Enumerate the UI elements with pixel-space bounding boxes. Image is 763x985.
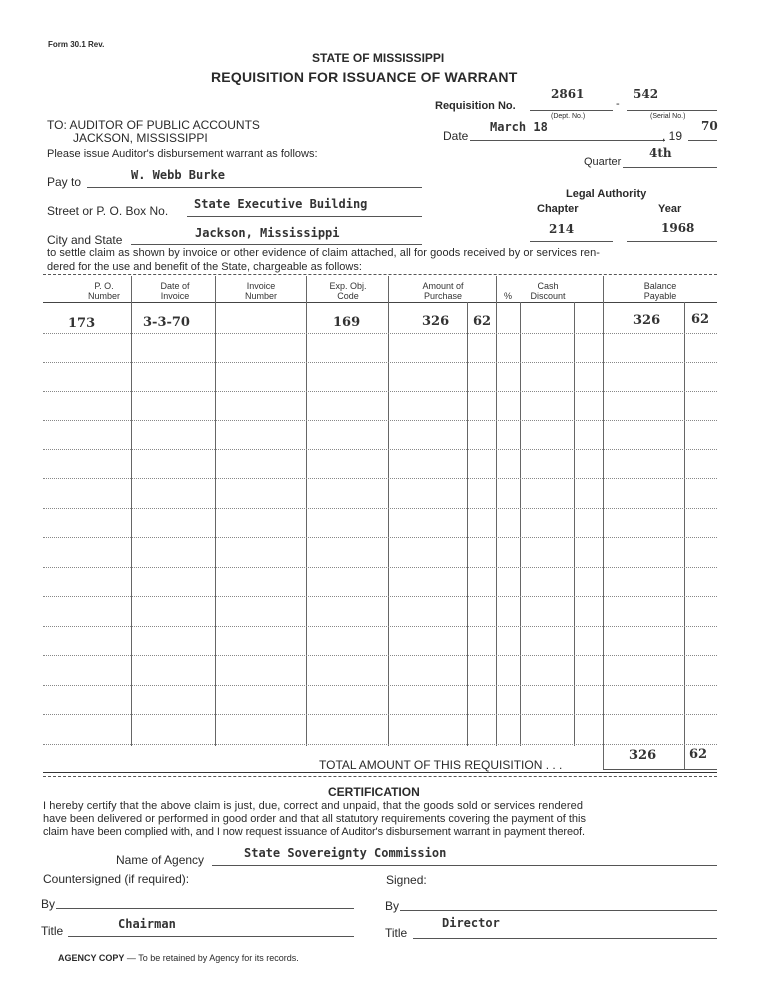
- settle-text-1: to settle claim as shown by invoice or other evidence of claim attached, all for goods received by or services ren-: [47, 247, 600, 259]
- row1-po: 173: [68, 316, 96, 331]
- agency-value: State Sovereignty Commission: [244, 846, 447, 860]
- right-by-line: [400, 910, 717, 911]
- table-row-line: [43, 744, 717, 745]
- dept-no-line: [530, 110, 613, 111]
- row1-amount-cents: 62: [473, 314, 492, 329]
- date-year-prefix: , 19: [662, 129, 683, 143]
- table-row-line: [43, 362, 717, 363]
- pay-to-value: W. Webb Burke: [131, 168, 225, 182]
- quarter-value: 4th: [649, 146, 672, 160]
- date-year-line: [688, 140, 717, 141]
- city-line: [131, 244, 422, 245]
- total-label: TOTAL AMOUNT OF THIS REQUISITION . . .: [319, 758, 563, 772]
- chapter-label: Chapter: [537, 203, 579, 215]
- col-divider: [131, 276, 132, 746]
- date-label: Date: [443, 129, 469, 143]
- city-label: City and State: [47, 233, 123, 247]
- pay-to-label: Pay to: [47, 175, 82, 189]
- table-row-line: [43, 478, 717, 479]
- instruction-text: Please issue Auditor's disbursement warrant as follows:: [47, 148, 318, 160]
- right-title-line: [413, 938, 717, 939]
- header-exp-line1: Exp. Obj.: [329, 281, 367, 291]
- header-balance-line1: Balance: [643, 281, 677, 291]
- header-invoice-line1: Invoice: [246, 281, 276, 291]
- header-amount-line1: Amount of: [422, 281, 464, 291]
- header-balance-line2: Payable: [643, 291, 677, 301]
- state-heading: STATE OF MISSISSIPPI: [312, 51, 445, 65]
- certification-heading: CERTIFICATION: [328, 785, 420, 799]
- to-line-1: TO: AUDITOR OF PUBLIC ACCOUNTS: [47, 118, 260, 132]
- header-po-line1: P. O.: [94, 281, 114, 291]
- left-by-line: [56, 908, 354, 909]
- header-date-line2: Invoice: [160, 291, 190, 301]
- col-divider: [467, 302, 468, 746]
- footer-note: [58, 953, 299, 963]
- total-divider: [603, 746, 604, 770]
- header-po: [74, 281, 134, 301]
- footer-agency-copy: AGENCY COPY: [58, 953, 125, 963]
- left-title-line: [68, 936, 354, 937]
- header-cash-line1: Cash: [537, 281, 559, 291]
- table-row-line: [43, 508, 717, 509]
- total-underline: [603, 769, 717, 770]
- table-row-line: [43, 333, 717, 334]
- header-cash: [518, 281, 578, 301]
- row1-date: 3-3-70: [143, 315, 190, 330]
- header-date: [140, 281, 210, 301]
- header-pct: %: [503, 291, 512, 301]
- certification-line-3: claim have been complied with, and I now request issuance of Auditor's disbursement warrant in payment thereof.: [43, 826, 585, 838]
- city-value: Jackson, Mississippi: [195, 226, 340, 240]
- total-dollars: 326: [629, 748, 657, 763]
- table-row-line: [43, 655, 717, 656]
- header-exp: [315, 281, 381, 301]
- header-balance: [625, 281, 695, 301]
- year-line: [627, 241, 717, 242]
- date-year-value: 70: [701, 119, 718, 133]
- form-title: REQUISITION FOR ISSUANCE OF WARRANT: [211, 69, 518, 85]
- table-row-line: [43, 537, 717, 538]
- total-divider: [684, 746, 685, 770]
- settle-text-2: dered for the use and benefit of the State, chargeable as follows:: [47, 261, 362, 273]
- left-title-value: Chairman: [118, 917, 176, 931]
- certification-line-2: have been delivered or performed in good order and that all statutory requirements covering the payment of this: [43, 813, 586, 825]
- street-label: Street or P. O. Box No.: [47, 204, 169, 218]
- year-label: Year: [658, 203, 682, 215]
- chapter-line: [530, 241, 613, 242]
- header-invoice-line2: Number: [244, 291, 277, 301]
- agency-label: Name of Agency: [116, 853, 205, 867]
- quarter-label: Quarter: [584, 156, 622, 168]
- col-divider: [306, 276, 307, 746]
- footer-note-text: — To be retained by Agency for its records.: [124, 953, 299, 963]
- requisition-label: Requisition No.: [435, 100, 516, 112]
- table-row-line: [43, 714, 717, 715]
- right-title-value: Director: [442, 916, 500, 930]
- header-invoice: [223, 281, 299, 301]
- serial-no-value: 542: [633, 87, 659, 101]
- header-amount: [405, 281, 481, 301]
- header-po-line2: Number: [87, 291, 120, 301]
- table-row-line: [43, 626, 717, 627]
- table-row-line: [43, 391, 717, 392]
- total-rule-1: [43, 772, 717, 773]
- dept-no-caption: (Dept. No.): [551, 113, 586, 120]
- quarter-line: [623, 167, 717, 168]
- col-divider: [496, 276, 497, 746]
- col-divider: [574, 302, 575, 746]
- table-row-line: [43, 685, 717, 686]
- street-line: [187, 216, 422, 217]
- pay-to-line: [87, 187, 422, 188]
- signed-label: Signed:: [386, 873, 427, 887]
- dept-no-value: 2861: [551, 87, 585, 101]
- table-header-line: [43, 302, 717, 303]
- certification-line-1: I hereby certify that the above claim is just, due, correct and unpaid, that the goods sold or services rendered: [43, 800, 584, 812]
- countersigned-label: Countersigned (if required):: [43, 872, 190, 886]
- col-divider: [388, 276, 389, 746]
- row1-exp: 169: [333, 315, 361, 330]
- header-date-line1: Date of: [160, 281, 190, 291]
- col-divider: [215, 276, 216, 746]
- col-divider: [684, 302, 685, 746]
- legal-authority-heading: Legal Authority: [566, 188, 647, 200]
- date-value: March 18: [490, 120, 548, 134]
- chapter-value: 214: [549, 222, 575, 236]
- table-row-line: [43, 567, 717, 568]
- row1-amount-dollars: 326: [422, 314, 450, 329]
- header-exp-line2: Code: [337, 291, 359, 301]
- header-amount-line2: Purchase: [423, 291, 463, 301]
- col-divider: [603, 276, 604, 746]
- left-title-label: Title: [41, 924, 64, 938]
- header-cash-line2: Discount: [530, 291, 566, 301]
- row1-balance-dollars: 326: [633, 313, 661, 328]
- to-line-2: JACKSON, MISSISSIPPI: [73, 131, 208, 145]
- table-row-line: [43, 420, 717, 421]
- agency-line: [212, 865, 717, 866]
- left-by-label: By: [41, 897, 56, 911]
- form-number: Form 30.1 Rev.: [48, 40, 105, 49]
- total-cents: 62: [689, 747, 708, 762]
- serial-no-line: [627, 110, 717, 111]
- right-title-label: Title: [385, 926, 408, 940]
- col-divider: [520, 302, 521, 746]
- street-value: State Executive Building: [194, 197, 368, 211]
- total-rule-2: [43, 776, 717, 777]
- table-top-line: [43, 274, 717, 275]
- row1-balance-cents: 62: [691, 312, 710, 327]
- year-value: 1968: [661, 221, 695, 235]
- requisition-dash: -: [616, 98, 620, 110]
- date-line: [470, 140, 665, 141]
- serial-no-caption: (Serial No.): [650, 113, 686, 120]
- table-row-line: [43, 596, 717, 597]
- right-by-label: By: [385, 899, 400, 913]
- table-row-line: [43, 449, 717, 450]
